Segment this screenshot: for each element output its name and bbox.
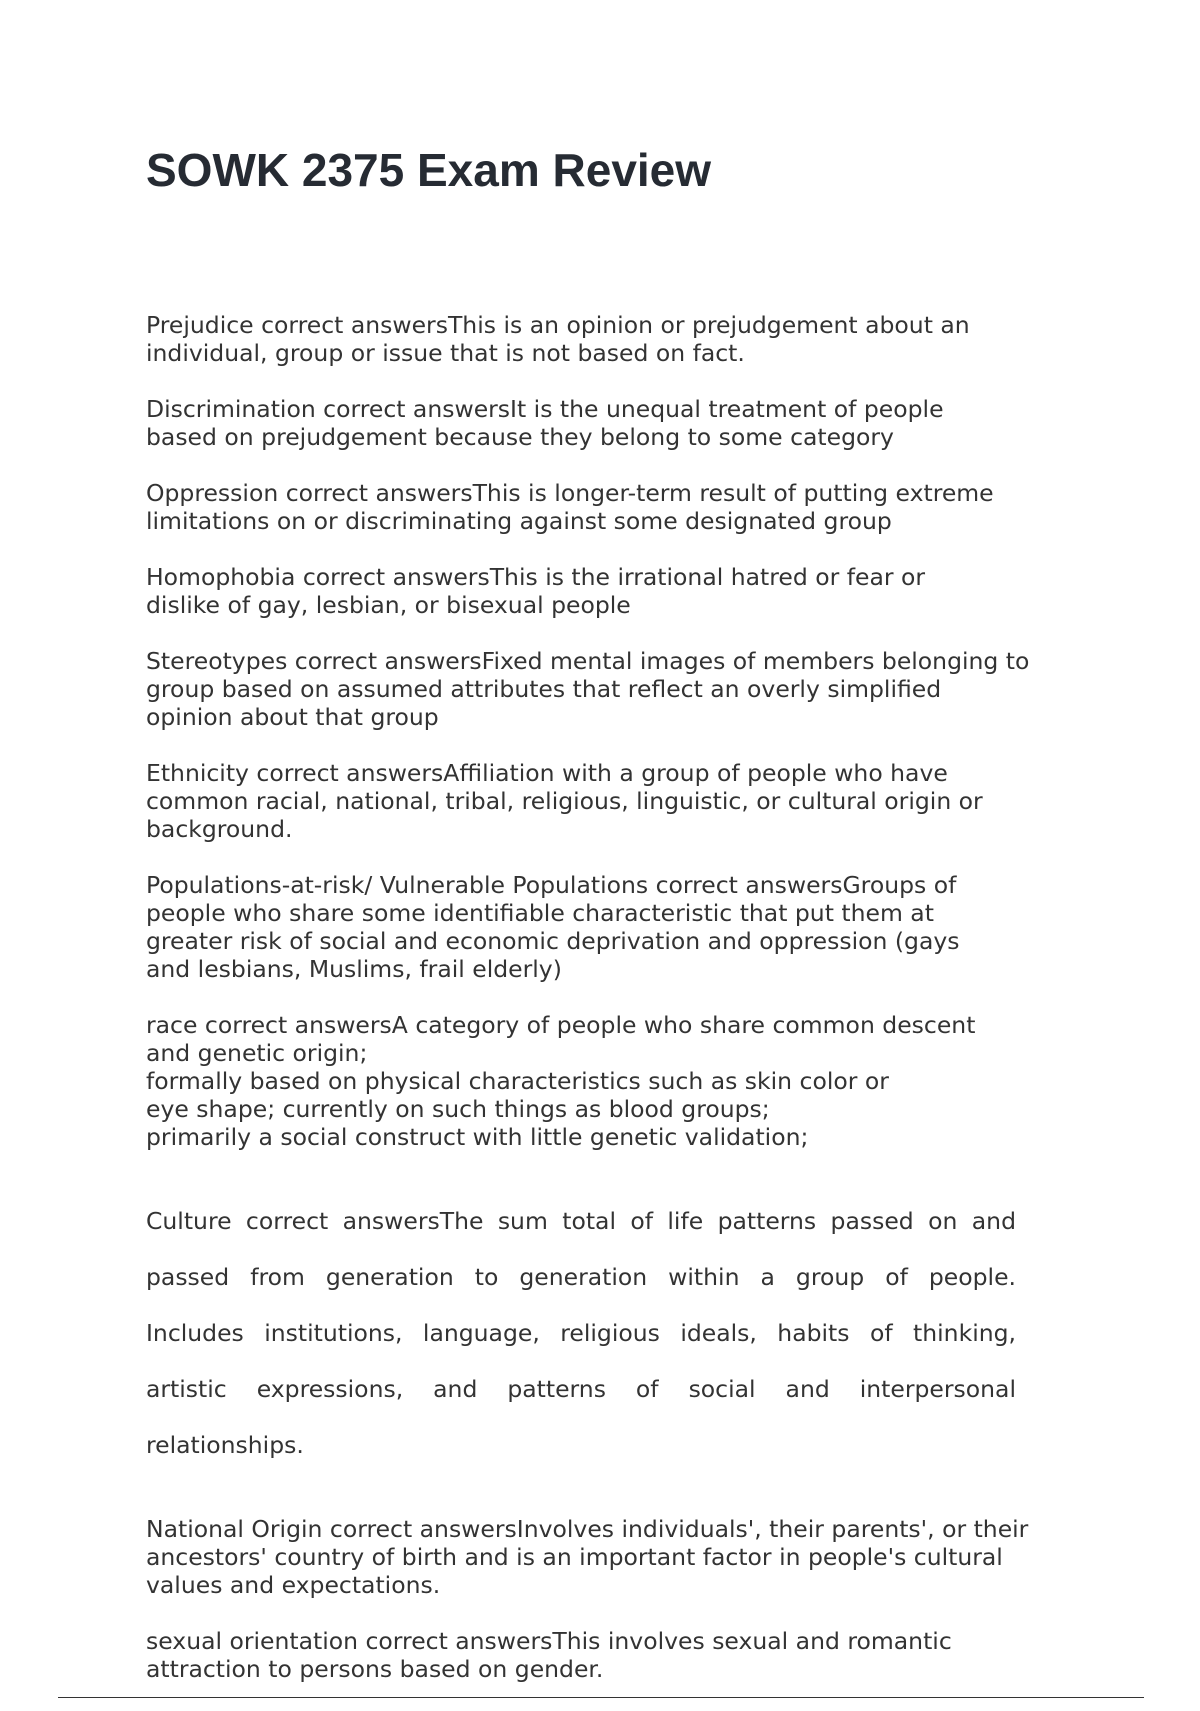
entry-prejudice: Prejudice correct answersThis is an opinion or prejudgement about an individual, group or issue that is not based on fact. <box>146 311 970 367</box>
entry-ethnicity: Ethnicity correct answersAffiliation with a group of people who have common racial, national, tribal, religious, linguistic, or cultural origin or background. <box>146 759 983 843</box>
page-title: SOWK 2375 Exam Review <box>146 144 712 196</box>
entry-race: race correct answersA category of people who share common descent and genetic origin; formally based on physical characteristics such as skin color or eye shape; currently on such things as blood groups; primarily a social construct with little genetic validation; <box>146 1011 976 1151</box>
entry-sexual-orientation: sexual orientation correct answersThis involves sexual and romantic attraction to persons based on gender. <box>146 1627 952 1683</box>
entry-culture-line: Includes institutions, language, religious ideals, habits of thinking, <box>146 1319 1016 1347</box>
entry-culture-line: artistic expressions, and patterns of social and interpersonal <box>146 1375 1016 1403</box>
entry-culture <box>146 1179 1016 1487</box>
entry-culture-line: relationships. <box>146 1431 304 1459</box>
entry-list <box>146 311 1066 1711</box>
entry-homophobia: Homophobia correct answersThis is the irrational hatred or fear or dislike of gay, lesbian, or bisexual people <box>146 563 926 619</box>
entry-culture-line: passed from generation to generation within a group of people. <box>146 1263 1016 1291</box>
footer-divider <box>58 1697 1144 1698</box>
entry-culture-line: Culture correct answersThe sum total of life patterns passed on and <box>146 1207 1016 1235</box>
entry-populations-at-risk: Populations-at-risk/ Vulnerable Populations correct answersGroups of people who share some identifiable characteristic that put them at greater risk of social and economic deprivation and oppression (gays and lesbians, Muslims, frail elderly) <box>146 871 960 983</box>
entry-stereotypes: Stereotypes correct answersFixed mental images of members belonging to group based on assumed attributes that reflect an overly simplified opinion about that group <box>146 647 1030 731</box>
entry-discrimination: Discrimination correct answersIt is the unequal treatment of people based on prejudgement because they belong to some category <box>146 395 944 451</box>
entry-national-origin: National Origin correct answersInvolves individuals', their parents', or their ancestors' country of birth and is an important factor in people's cultural values and expectations. <box>146 1515 1029 1599</box>
entry-oppression: Oppression correct answersThis is longer-term result of putting extreme limitations on or discriminating against some designated group <box>146 479 994 535</box>
